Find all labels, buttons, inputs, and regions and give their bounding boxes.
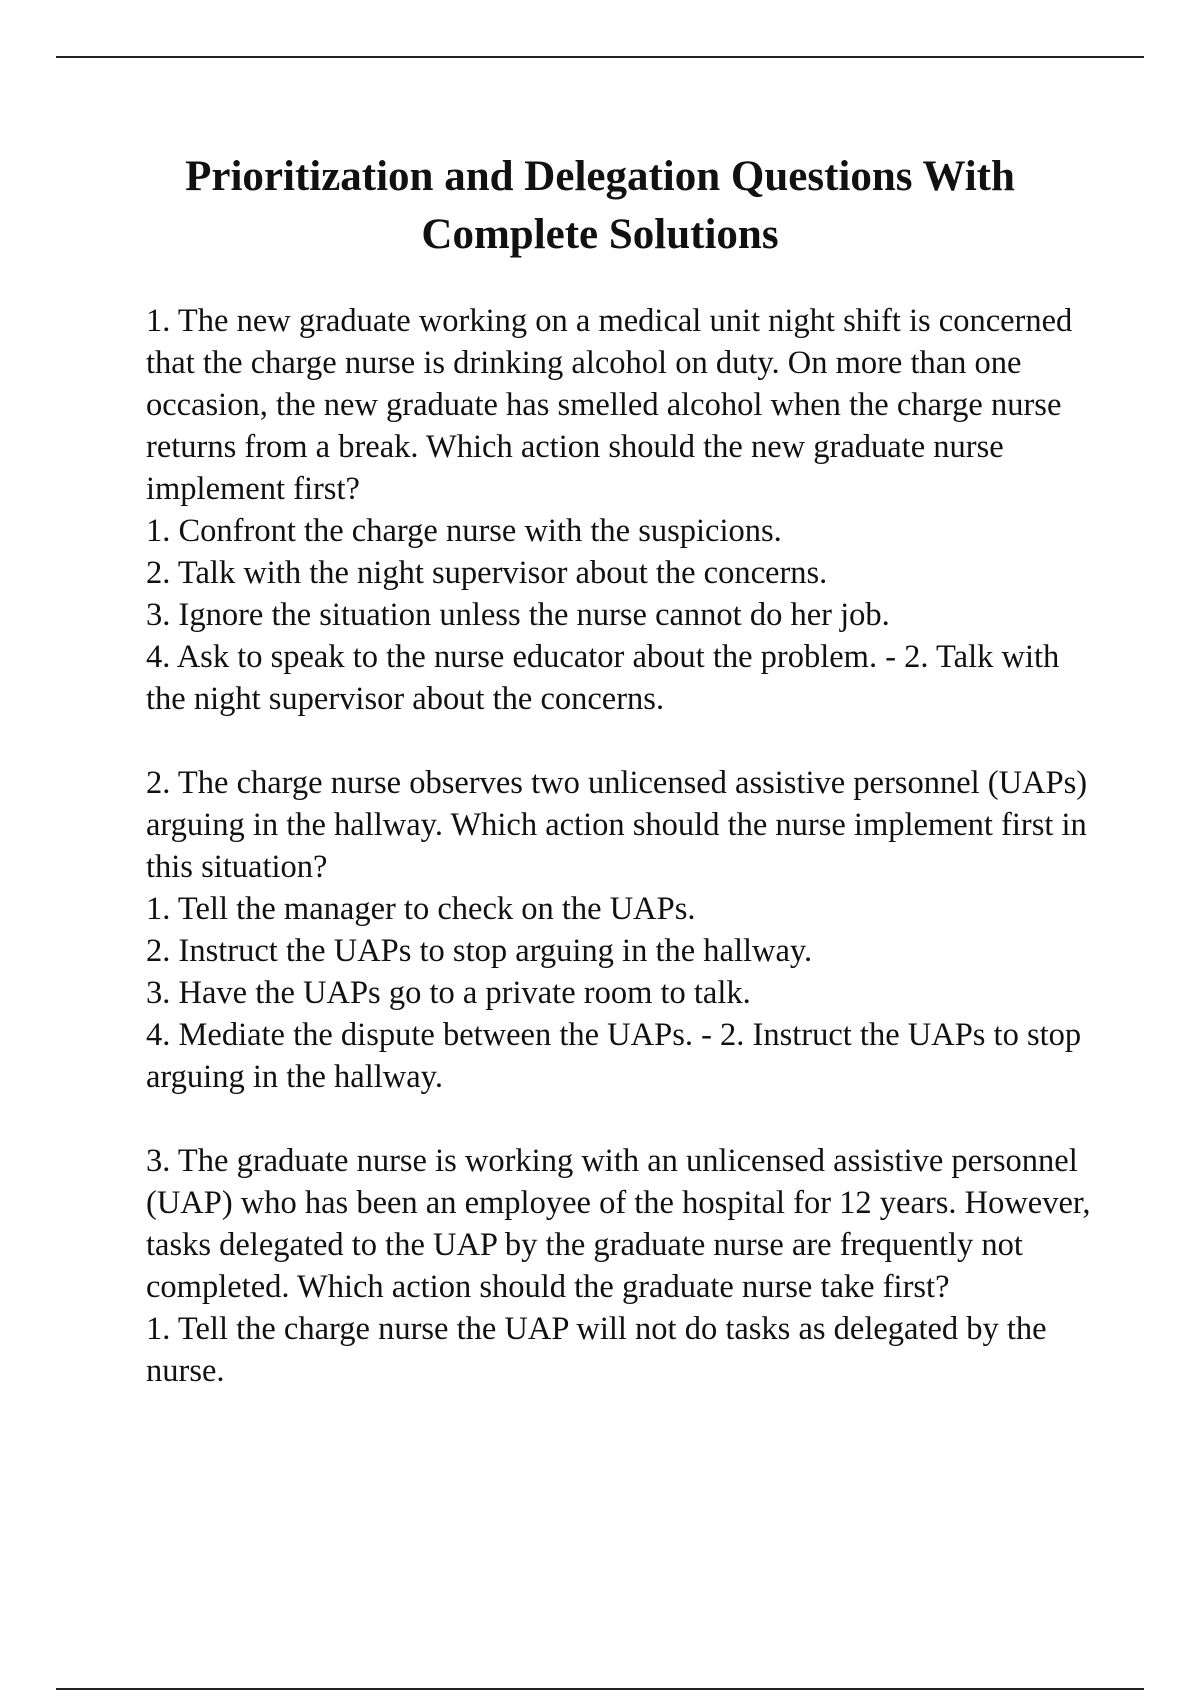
question-stem: 3. The graduate nurse is working with an unlicensed assistive personnel (UAP) who has been an employee of the hospital for 12 years. However, tasks delegated to the UAP by the graduate nurse are frequently not completed. Which action should the graduate nurse take first? xyxy=(146,1143,1091,1305)
question-2 xyxy=(146,762,1106,1098)
question-stem: 2. The charge nurse observes two unlicensed assistive personnel (UAPs) arguing in the hallway. Which action should the nurse implement first in this situation? xyxy=(146,765,1088,885)
answer-option: 2. Talk with the night supervisor about the concerns. xyxy=(146,555,828,591)
answer-option: 1. Tell the manager to check on the UAPs. xyxy=(146,891,696,927)
header-rule xyxy=(56,56,1144,58)
question-stem: 1. The new graduate working on a medical unit night shift is concerned that the charge nurse is drinking alcohol on duty. On more than one occasion, the new graduate has smelled alcohol when the charge nurse returns from a break. Which action should the new graduate nurse implement first? xyxy=(146,303,1073,507)
question-1 xyxy=(146,300,1106,720)
answer-option-with-solution: 4. Ask to speak to the nurse educator about the problem. - 2. Talk with the night supervisor about the concerns. xyxy=(146,639,1060,717)
answer-option: 1. Confront the charge nurse with the suspicions. xyxy=(146,513,782,549)
question-3 xyxy=(146,1140,1106,1392)
answer-option: 3. Ignore the situation unless the nurse cannot do her job. xyxy=(146,597,890,633)
answer-option: 3. Have the UAPs go to a private room to talk. xyxy=(146,975,751,1011)
answer-option: 2. Instruct the UAPs to stop arguing in the hallway. xyxy=(146,933,813,969)
answer-option: 1. Tell the charge nurse the UAP will not do tasks as delegated by the nurse. xyxy=(146,1311,1047,1389)
answer-option-with-solution: 4. Mediate the dispute between the UAPs. - 2. Instruct the UAPs to stop arguing in the hallway. xyxy=(146,1017,1082,1095)
document-title: Prioritization and Delegation Questions With Complete Solutions xyxy=(185,153,1015,258)
document-body xyxy=(146,300,1106,1434)
footer-rule xyxy=(56,1688,1144,1690)
